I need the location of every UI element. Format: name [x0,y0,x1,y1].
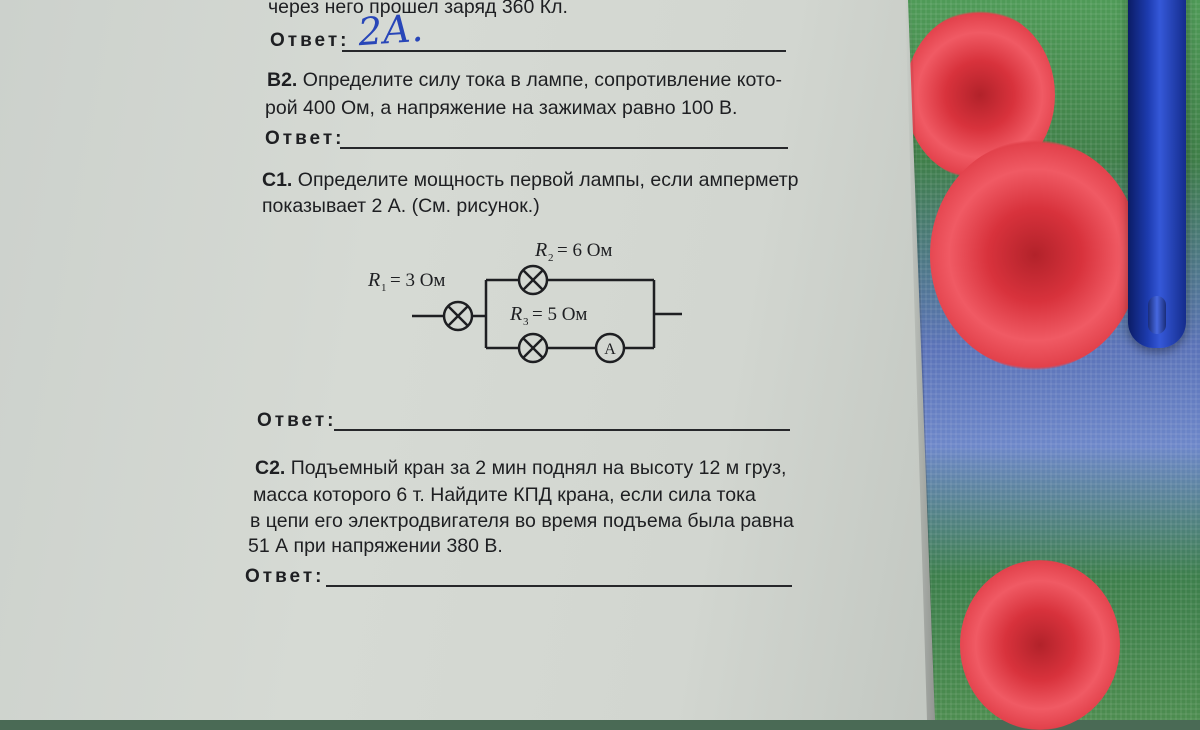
svg-text:R: R [535,239,548,261]
task-c2-number: С2. [255,457,286,479]
task-b2-number: В2. [267,69,298,91]
label-r3 [509,303,587,328]
svg-text:1: 1 [381,282,387,294]
task-b2-line2: рой 400 Ом, а напряжение на зажимах равно 100 В. [265,97,738,119]
answer-line-c1 [334,429,790,431]
circuit-diagram [360,230,700,380]
answer-label-b1: Ответ: [270,30,350,51]
rose-pattern [930,140,1140,370]
svg-text:= 5 Ом: = 5 Ом [532,304,588,325]
svg-text:3: 3 [523,316,529,328]
lamp-r1-icon [444,302,472,330]
task-c1-line1: Определите мощность первой лампы, если амперметр [297,169,799,191]
answer-label-b2: Ответ: [265,128,345,149]
task-b2 [267,69,782,92]
pen-cap [1148,296,1166,334]
task-c1-number: С1. [262,169,293,191]
svg-text:2: 2 [548,252,554,264]
answer-label-c1: Ответ: [257,410,337,431]
answer-label-c2: Ответ: [245,566,325,587]
svg-text:R: R [368,269,381,291]
answer-line-b2 [340,147,788,149]
svg-text:= 6 Ом: = 6 Ом [557,240,613,261]
handwritten-answer: 2А. [356,5,425,55]
lamp-r2-icon [519,266,547,294]
answer-line-c2 [326,585,792,587]
rose-pattern [960,560,1120,730]
task-c1-line2: показывает 2 А. (См. рисунок.) [262,195,540,217]
task-c1 [262,169,799,192]
lamp-r3-icon [519,334,547,362]
task-c2 [255,457,786,480]
task-b2-line1: Определите силу тока в лампе, сопротивление кото- [302,69,782,91]
task-c2-line4: 51 А при напряжении 380 В. [248,535,503,557]
task-c2-line2: масса которого 6 т. Найдите КПД крана, если сила тока [253,484,756,506]
previous-task-tail: через него прошел заряд 360 Кл. [268,0,568,18]
svg-text:R: R [510,303,523,325]
task-c2-line1: Подъемный кран за 2 мин поднял на высоту 12 м груз, [290,457,787,479]
label-r2 [534,239,612,264]
svg-text:= 3 Ом: = 3 Ом [390,270,446,291]
ammeter-label: А [604,341,616,358]
task-c2-line3: в цепи его электродвигателя во время подъема была равна [250,510,794,532]
label-r1 [367,269,445,294]
